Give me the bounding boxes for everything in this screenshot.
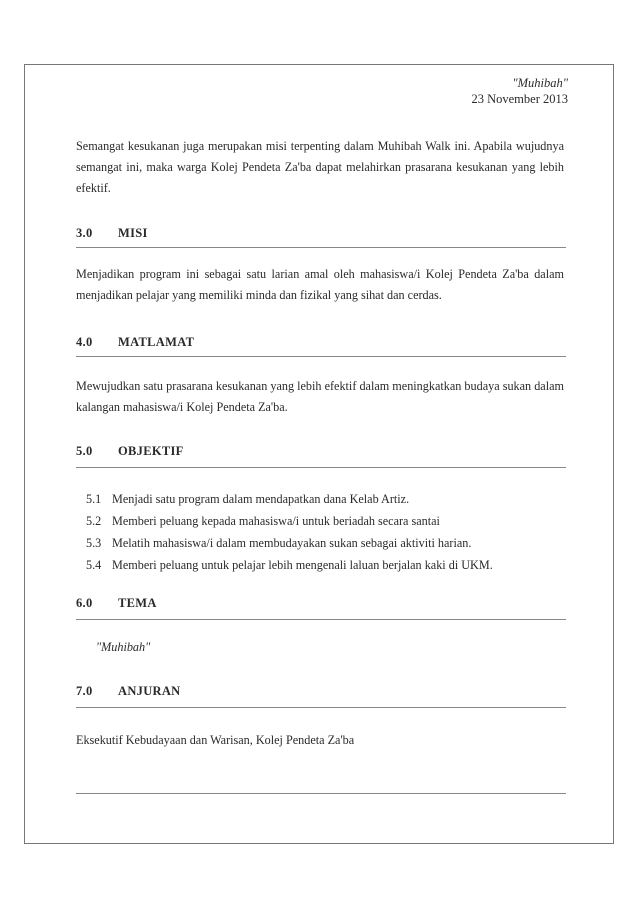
section-divider [76,467,566,468]
list-item-text: Melatih mahasiswa/i dalam membudayakan sukan sebagai aktiviti harian. [112,536,472,550]
list-item [86,554,493,576]
list-item-text: Menjadi satu program dalam mendapatkan dana Kelab Artiz. [112,492,410,506]
section-title: OBJEKTIF [118,444,184,458]
section-heading-matlamat [76,335,194,350]
list-item [86,510,493,532]
section-title: MATLAMAT [118,335,195,349]
list-item [86,488,493,510]
intro-paragraph: Semangat kesukanan juga merupakan misi terpenting dalam Muhibah Walk ini. Apabila wujudnya semangat ini, maka warga Kolej Pendeta Za'ba dapat melahirkan prasarana kesukanan yang lebih efektif. [76,139,564,195]
section-number: 3.0 [76,226,93,240]
anjuran-paragraph: Eksekutif Kebudayaan dan Warisan, Kolej Pendeta Za'ba [76,733,355,747]
section-heading-anjuran [76,684,181,699]
section-divider [76,247,566,248]
section-number: 4.0 [76,335,93,349]
section-number: 6.0 [76,596,93,610]
section-title: MISI [118,226,148,240]
list-item [86,532,493,554]
section-heading-tema [76,596,157,611]
header-date: 23 November 2013 [471,92,568,106]
section-heading-misi [76,226,148,241]
section-divider [76,619,566,620]
misi-paragraph: Menjadikan program ini sebagai satu larian amal oleh mahasiswa/i Kolej Pendeta Za'ba dalam menjadikan pelajar yang memiliki minda dan fizikal yang sihat dan cerdas. [76,267,564,302]
bottom-divider [76,793,566,794]
tema-text: "Muhibah" [96,640,151,654]
section-number: 7.0 [76,684,93,698]
list-item-number: 5.1 [86,492,102,506]
section-divider [76,356,566,357]
list-item-number: 5.3 [86,536,102,550]
list-item-number: 5.2 [86,514,102,528]
document-header [471,75,568,107]
matlamat-paragraph: Mewujudkan satu prasarana kesukanan yang lebih efektif dalam meningkatkan budaya sukan dalam kalangan mahasiswa/i Kolej Pendeta Za'ba. [76,379,564,414]
section-heading-objektif [76,444,184,459]
section-number: 5.0 [76,444,93,458]
section-divider [76,707,566,708]
objective-list [86,488,493,576]
list-item-text: Memberi peluang untuk pelajar lebih mengenali laluan berjalan kaki di UKM. [112,558,493,572]
section-title: TEMA [118,596,157,610]
header-title: "Muhibah" [512,76,568,90]
list-item-text: Memberi peluang kepada mahasiswa/i untuk beriadah secara santai [112,514,440,528]
list-item-number: 5.4 [86,558,102,572]
section-title: ANJURAN [118,684,181,698]
